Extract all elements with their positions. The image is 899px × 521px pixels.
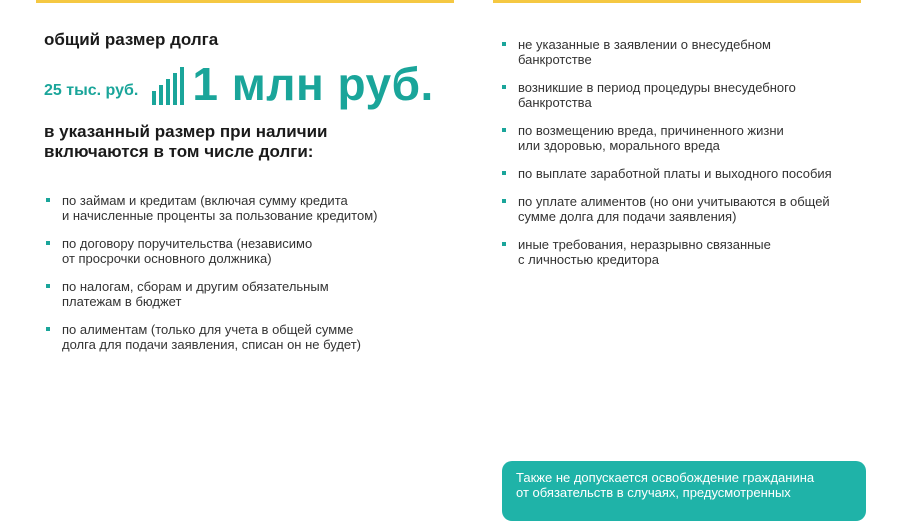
square-bullet-icon	[46, 327, 50, 331]
note-line: от обязательств в случаях, предусмотренных	[516, 485, 791, 500]
top-divider-right	[493, 0, 861, 3]
square-bullet-icon	[502, 128, 506, 132]
list-item: возникшие в период процедуры внесудебного банкротства	[500, 80, 860, 110]
list-item: по возмещению вреда, причиненного жизни или здоровью, морального вреда	[500, 123, 860, 153]
square-bullet-icon	[46, 198, 50, 202]
note-line: Также не допускается освобождение гражданина	[516, 470, 815, 485]
debt-range	[44, 60, 434, 108]
top-divider-left	[36, 0, 454, 3]
list-item: по договору поручительства (независимо от просрочки основного должника)	[44, 236, 444, 266]
list-item: иные требования, неразрывно связанные с личностью кредитора	[500, 237, 860, 267]
square-bullet-icon	[502, 199, 506, 203]
debt-size-heading: общий размер долга	[44, 30, 219, 49]
range-min: 25 тыс. руб.	[44, 82, 139, 99]
excluded-debts-list	[500, 37, 860, 280]
square-bullet-icon	[502, 85, 506, 89]
square-bullet-icon	[46, 284, 50, 288]
list-item: по выплате заработной платы и выходного пособия	[500, 166, 860, 181]
list-item: не указанные в заявлении о внесудебном банкротстве	[500, 37, 860, 67]
list-item: по налогам, сборам и другим обязательным платежам в бюджет	[44, 279, 444, 309]
square-bullet-icon	[46, 241, 50, 245]
square-bullet-icon	[502, 42, 506, 46]
list-item: по уплате алиментов (но они учитываются в общей сумме долга для подачи заявления)	[500, 194, 860, 224]
range-max: 1 млн руб.	[192, 58, 434, 110]
included-debts-heading: в указанный размер при наличии включаются в том числе долги:	[44, 122, 328, 161]
exemption-note	[502, 461, 866, 521]
square-bullet-icon	[502, 171, 506, 175]
list-item: по займам и кредитам (включая сумму кредита и начисленные проценты за пользование кредитом)	[44, 193, 444, 223]
signal-bars-icon	[152, 65, 184, 105]
square-bullet-icon	[502, 242, 506, 246]
list-item: по алиментам (только для учета в общей сумме долга для подачи заявления, списан он не будет)	[44, 322, 444, 352]
included-debts-list	[44, 193, 444, 365]
